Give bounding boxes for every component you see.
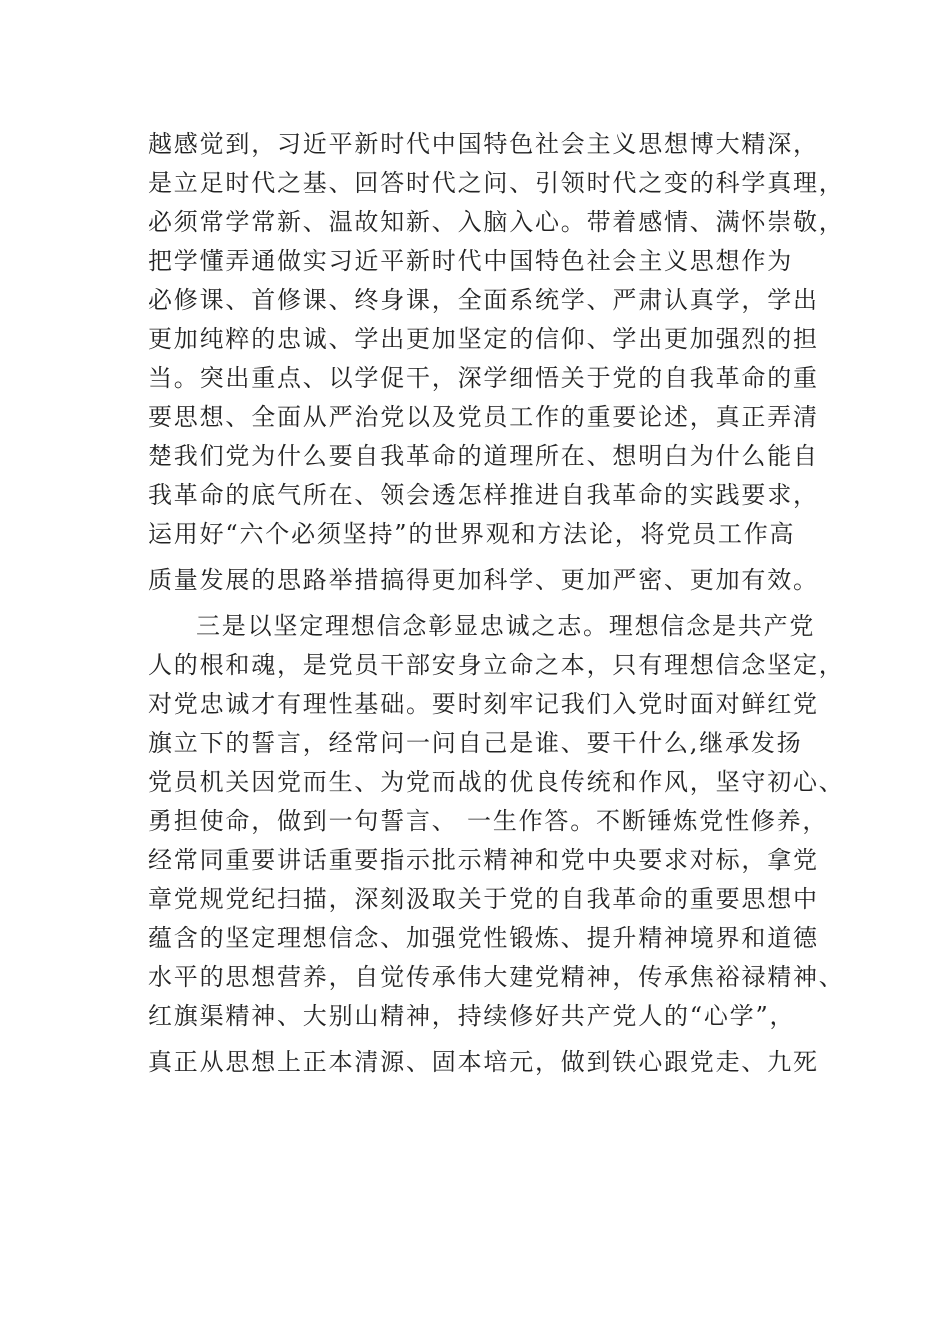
text-line-19: 经常同重要讲话重要指示批示精神和党中央要求对标，拿党 — [148, 846, 819, 874]
text-line-3: 必须常学常新、温故知新、入脑入心。带着感情、满怀崇敬， — [148, 208, 845, 236]
text-line-6: 更加纯粹的忠诚、学出更加坚定的信仰、学出更加强烈的担 — [148, 325, 819, 353]
text-line-15: 对党忠诚才有理性基础。要时刻牢记我们入党时面对鲜红党 — [148, 690, 819, 718]
paragraph-start-line: 三是以坚定理想信念彰显忠诚之志。理想信念是共产党 — [196, 612, 816, 640]
text-line-12: 质量发展的思路举措搞得更加科学、更加严密、更加有效。 — [148, 566, 819, 594]
text-line-24: 真正从思想上正本清源、固本培元，做到铁心跟党走、九死 — [148, 1048, 819, 1076]
text-line-14: 人的根和魂，是党员干部安身立命之本，只有理想信念坚定， — [148, 651, 845, 679]
text-line-18: 勇担使命，做到一句誓言、 一生作答。不断锤炼党性修养， — [148, 807, 829, 835]
body-text — [148, 125, 845, 1082]
text-line-16: 旗立下的誓言，经常问一问自己是谁、要干什么,继承发扬 — [148, 729, 803, 757]
text-line-5: 必修课、首修课、终身课，全面系统学、严肃认真学，学出 — [148, 286, 819, 314]
text-line-17: 党员机关因党而生、为党而战的优良传统和作风，坚守初心、 — [148, 768, 845, 796]
text-line-22: 水平的思想营养，自觉传承伟大建党精神，传承焦裕禄精神、 — [148, 963, 845, 991]
text-line-23: 红旗渠精神、大别山精神，持续修好共产党人的“心学”， — [148, 1002, 796, 1030]
text-line-7: 当。突出重点、以学促干，深学细悟关于党的自我革命的重 — [148, 364, 819, 392]
text-line-4: 把学懂弄通做实习近平新时代中国特色社会主义思想作为 — [148, 247, 793, 275]
text-line-20: 章党规党纪扫描，深刻汲取关于党的自我革命的重要思想中 — [148, 885, 819, 913]
text-line-9: 楚我们党为什么要自我革命的道理所在、想明白为什么能自 — [148, 442, 819, 470]
text-line-21: 蕴含的坚定理想信念、加强党性锻炼、提升精神境界和道德 — [148, 924, 819, 952]
text-line-1: 越感觉到，习近平新时代中国特色社会主义思想博大精深， — [148, 130, 819, 158]
text-line-2: 是立足时代之基、回答时代之问、引领时代之变的科学真理， — [148, 169, 845, 197]
text-line-10: 我革命的底气所在、领会透怎样推进自我革命的实践要求， — [148, 481, 819, 509]
text-line-8: 要思想、全面从严治党以及党员工作的重要论述，真正弄清 — [148, 403, 819, 431]
text-line-11: 运用好“六个必须坚持”的世界观和方法论，将党员工作高 — [148, 520, 796, 548]
